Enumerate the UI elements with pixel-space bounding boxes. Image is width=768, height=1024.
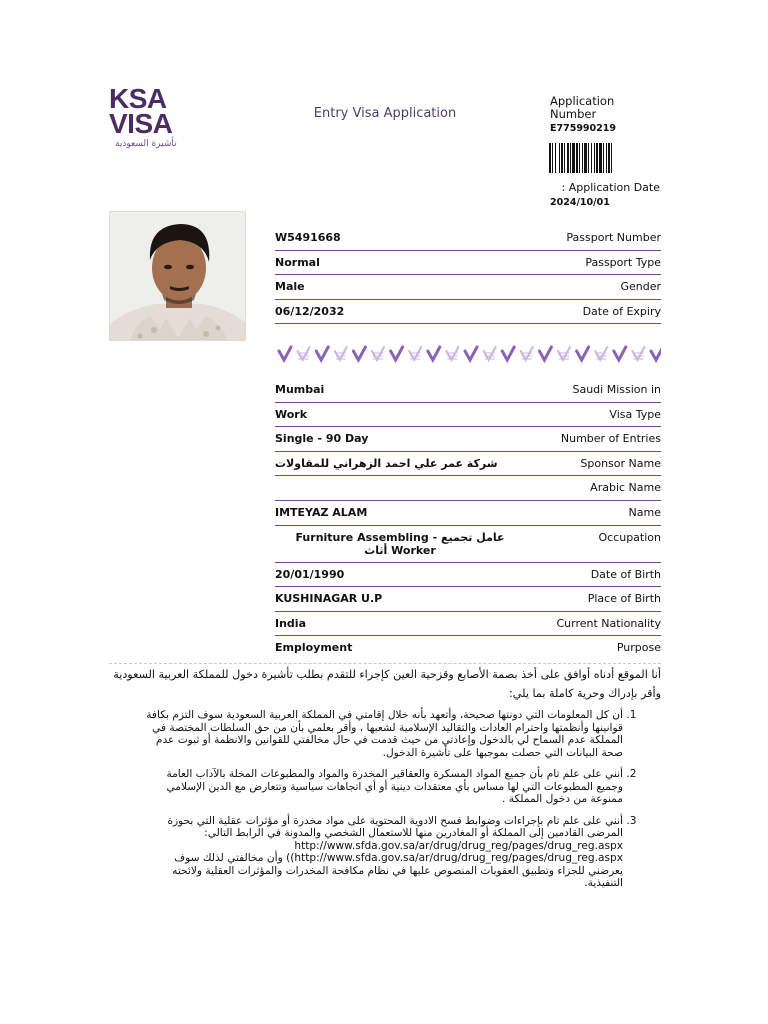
field-purpose xyxy=(275,636,661,661)
page-title: Entry Visa Application xyxy=(313,106,457,121)
field-value: 20/01/1990 xyxy=(275,567,345,581)
logo-line-1: KSA xyxy=(109,83,167,114)
declaration-item-2: 2. أنني على علم تام بأن جميع المواد المسكرة والعقاقير المخدرة والمواد والمطبوعات المخلة بالآداب العامة وجميع المطبوعات التي لها مساس بأي معتقدات دينية أو أي اتجاهات سياسية وتتعارض مع الدين الإسلامي ممنوعة من دخول المملكة . xyxy=(139,768,623,806)
field-label: Number of Entries xyxy=(560,432,661,446)
field-value: Single - 90 Day xyxy=(275,432,369,446)
field-label: Arabic Name xyxy=(590,481,661,495)
field-label: Sponsor Name xyxy=(580,456,661,470)
logo-line-2: VISA xyxy=(109,108,173,139)
logo-arabic-text: تأشيرة السعودية xyxy=(115,139,177,149)
section-divider xyxy=(109,663,661,664)
declaration-item-3-text-2: وأن مخالفتي لذلك سوف يعرضني للجزاء وتطبيق العقوبات المنصوص عليها في نظام مكافحة المخدرات والمؤثرات العقلية ولائحته التنفيذية. xyxy=(172,852,623,889)
field-value: Work xyxy=(275,407,308,421)
field-value: 06/12/2032 xyxy=(275,304,345,318)
applicant-photo xyxy=(109,211,246,341)
field-label: Purpose xyxy=(616,641,661,655)
application-number: E775990219 xyxy=(550,123,616,134)
field-arabic-name xyxy=(275,476,661,501)
field-passport-type xyxy=(275,251,661,276)
sfda-link-repeat[interactable]: http://www.sfda.gov.sa/ar/drug/drug_reg/pages/drug_reg.aspx xyxy=(294,852,623,864)
field-value: Normal xyxy=(275,255,320,269)
declaration-item-1: 1. أن كل المعلومات التي دونتها صحيحة، وأتعهد بأنه خلال إقامتي في المملكة العربية السعودية سوف التزم بكافة قوانينها وأنظمتها واحترام العادات والتقاليد الإسلامية لشعبها ، وأقر بعلمي بأن من حق السلطات المختصة في المملكة عدم السماح لي بالدخول وإعادتي من حيث قدمت في حال مخالفتي للقوانين والانظمة أو ثبوت عدم صحة البيانات التي حصلت بموجبها على تأشيرة الدخول. xyxy=(139,709,623,759)
field-label: Current Nationality xyxy=(556,616,661,630)
field-label: Date of Birth xyxy=(590,567,661,581)
field-label: Date of Expiry xyxy=(582,304,661,318)
security-pattern-icon xyxy=(275,344,661,364)
field-visa-type xyxy=(275,403,661,428)
field-date-of-birth xyxy=(275,563,661,588)
field-occupation xyxy=(275,526,661,563)
field-value: India xyxy=(275,616,306,630)
field-current-nationality xyxy=(275,612,661,637)
application-number-label: Application Number xyxy=(550,94,615,121)
declaration-list xyxy=(109,709,661,890)
field-label: Passport Number xyxy=(566,231,661,244)
field-value: W5491668 xyxy=(275,231,341,244)
field-label: Saudi Mission in xyxy=(572,383,661,396)
field-passport-number xyxy=(275,226,661,251)
field-label: Passport Type xyxy=(585,255,661,269)
field-value: Male xyxy=(275,280,305,294)
ksa-visa-logo xyxy=(109,83,199,156)
field-value: شركة عمر علي احمد الزهراني للمقاولات xyxy=(275,456,498,470)
field-number-of-entries xyxy=(275,427,661,452)
field-value: Employment xyxy=(275,641,353,655)
field-place-of-birth xyxy=(275,587,661,612)
sfda-link[interactable]: http://www.sfda.gov.sa/ar/drug/drug_reg/pages/drug_reg.aspx xyxy=(294,839,623,852)
field-gender xyxy=(275,275,661,300)
field-date-of-expiry xyxy=(275,300,661,325)
field-value: IMTEYAZ ALAM xyxy=(275,505,368,519)
field-label: Gender xyxy=(620,280,661,294)
passport-fields xyxy=(275,226,661,324)
barcode-icon xyxy=(549,143,661,173)
application-date-label: : Application Date xyxy=(561,181,660,194)
field-name xyxy=(275,501,661,526)
declaration-item-3-text: أنني على علم تام بإجراءات وضوابط فسح الادوية المحتوية على مواد مخدرة أو مؤثرات عقلية التي بحوزة المرضى القادمين إلى المملكة أو المغادرين منها للاستعمال الشخصي والمدونة في الرابط التالي: xyxy=(167,814,623,839)
field-label: Name xyxy=(628,505,661,519)
field-sponsor-name xyxy=(275,452,661,477)
field-label: Occupation xyxy=(598,530,661,544)
person-photo-icon xyxy=(110,212,246,341)
declaration-intro: أنا الموقع أدناه أوافق على أخذ بصمة الأصابع وقزحية العين كإجراء للتقدم بطلب تأشيرة دخول للمملكة العربية السعودية وأقر بإدراك وحرية كاملة بما يلي: xyxy=(113,668,661,700)
declaration xyxy=(109,665,661,899)
field-value: Mumbai xyxy=(275,383,325,396)
field-value: KUSHINAGAR U.P xyxy=(275,592,383,606)
application-date: 2024/10/01 xyxy=(550,197,610,208)
field-label: Place of Birth xyxy=(587,592,661,606)
field-label: Visa Type xyxy=(609,407,661,421)
visa-fields xyxy=(275,378,661,661)
field-value: Furniture Assembling - عامل تجميع أثاث Worker xyxy=(295,530,505,557)
declaration-item-3: 3. أنني على علم تام بإجراءات وضوابط فسح الادوية المحتوية على مواد مخدرة أو مؤثرات عقلية التي بحوزة المرضى القادمين إلى المملكة أو المغادرين منها للاستعمال الشخصي والمدونة في الرابط التالي: http://www.sfda.gov.sa/ar/drug/drug_reg/pages/drug_reg.aspx (http://www.sfda.gov.sa/ar/drug/drug_reg/pages/drug_reg.aspx) وأن مخالفتي لذلك سوف يعرضني للجزاء وتطبيق العقوبات المنصوص عليها في نظام مكافحة المخدرات والمؤثرات العقلية ولائحته التنفيذية. xyxy=(139,815,623,890)
field-saudi-mission xyxy=(275,378,661,403)
